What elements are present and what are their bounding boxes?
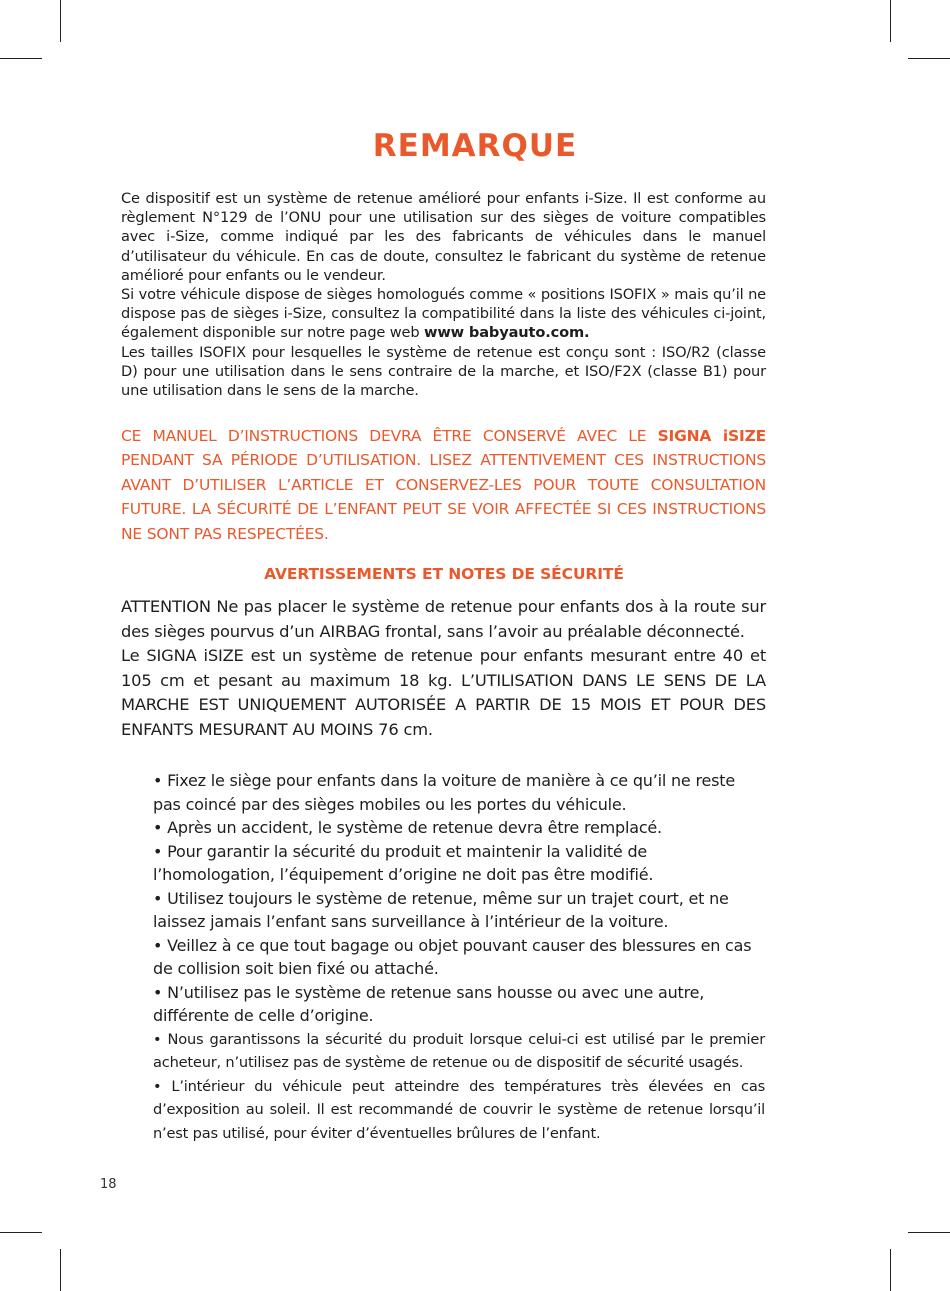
list-item: • N’utilisez pas le système de retenue sans housse ou avec une autre, différente de celle d’origine. bbox=[153, 982, 705, 1025]
crop-mark bbox=[0, 58, 42, 59]
list-item: • Pour garantir la sécurité du produit et maintenir la validité de l’homologation, l’équipement d’origine ne doit pas être modifié. bbox=[153, 841, 654, 884]
crop-mark bbox=[890, 1249, 891, 1291]
page-title: REMARQUE bbox=[372, 128, 578, 164]
list-item: • Nous garantissons la sécurité du produit lorsque celui-ci est utilisé par le premier acheteur, n’utilisez pas de système de retenue ou de dispositif de sécurité usagés. bbox=[153, 1030, 765, 1071]
crop-mark bbox=[890, 0, 891, 42]
manual-warning bbox=[121, 424, 766, 546]
intro-section bbox=[121, 189, 766, 400]
page-number: 18 bbox=[100, 1177, 117, 1192]
safety-bullet-list bbox=[153, 769, 765, 1145]
list-item: • Après un accident, le système de retenue devra être remplacé. bbox=[153, 818, 662, 837]
product-name: SIGNA iSIZE bbox=[657, 427, 766, 445]
crop-mark bbox=[60, 0, 61, 42]
intro-text: Si votre véhicule dispose de sièges homologués comme « positions ISOFIX » mais qu’il ne dispose pas de sièges i-Size, consultez la compatibilité dans la liste des véhicules ci-joint, également disponible sur notre page web bbox=[121, 286, 766, 342]
list-item: • L’intérieur du véhicule peut atteindre des températures très élevées en cas d’exposition au soleil. Il est recommandé de couvrir le système de retenue lorsqu’il n’est pas utilisé, pour éviter d’éventuelles brûlures de l’enfant. bbox=[153, 1077, 765, 1142]
warning-text: PENDANT SA PÉRIODE D’UTILISATION. LISEZ ATTENTIVEMENT CES INSTRUCTIONS AVANT D’UTILISER L’ARTICLE ET CONSERVEZ-LES POUR TOUTE CONSULTATION FUTURE. LA SÉCURITÉ DE L’ENFANT PEUT SE VOIR AFFECTÉE SI CES INSTRUCTIONS NE SONT PAS RESPECTÉES. bbox=[121, 451, 766, 543]
intro-paragraph: Les tailles ISOFIX pour lesquelles le système de retenue est conçu sont : ISO/R2 (classe D) pour une utilisation dans le sens contraire de la marche, et ISO/F2X (classe B1) pour une utilisation dans le sens de la marche. bbox=[121, 343, 766, 400]
intro-paragraph bbox=[121, 285, 766, 343]
usage-paragraph: Le SIGNA iSIZE est un système de retenue pour enfants mesurant entre 40 et 105 cm et pesant au maximum 18 kg. L’UTILISATION DANS LE SENS DE LA MARCHE EST UNIQUEMENT AUTORISÉE A PARTIR DE 15 MOIS ET POUR DES ENFANTS MESURANT AU MOINS 76 cm. bbox=[121, 646, 766, 739]
safety-heading: AVERTISSEMENTS ET NOTES DE SÉCURITÉ bbox=[264, 565, 624, 583]
website-link: www babyauto.com. bbox=[423, 324, 590, 342]
warning-text: CE MANUEL D’INSTRUCTIONS DEVRA ÊTRE CONSERVÉ AVEC LE bbox=[121, 427, 647, 445]
crop-mark bbox=[60, 1249, 61, 1291]
list-item: • Veillez à ce que tout bagage ou objet pouvant causer des blessures en cas de collision soit bien fixé ou attaché. bbox=[153, 935, 752, 978]
intro-paragraph: Ce dispositif est un système de retenue amélioré pour enfants i-Size. Il est conforme au règlement N°129 de l’ONU pour une utilisation sur des sièges de voiture compatibles avec i-Size, comme indiqué par les des fabricants de véhicules dans le manuel d’utilisateur du véhicule. En cas de doute, consultez le fabricant du système de retenue amélioré pour enfants ou le vendeur. bbox=[121, 190, 766, 284]
list-item: • Utilisez toujours le système de retenue, même sur un trajet court, et ne laissez jamais l’enfant sans surveillance à l’intérieur de la voiture. bbox=[153, 888, 729, 931]
crop-mark bbox=[908, 1232, 950, 1233]
crop-mark bbox=[908, 58, 950, 59]
safety-warnings bbox=[121, 595, 766, 743]
list-item: • Fixez le siège pour enfants dans la voiture de manière à ce qu’il ne reste pas coincé par des sièges mobiles ou les portes du véhicule. bbox=[153, 771, 735, 814]
crop-mark bbox=[0, 1232, 42, 1233]
attention-paragraph: ATTENTION Ne pas placer le système de retenue pour enfants dos à la route sur des sièges pourvus d’un AIRBAG frontal, sans l’avoir au préalable déconnecté. bbox=[121, 597, 766, 641]
